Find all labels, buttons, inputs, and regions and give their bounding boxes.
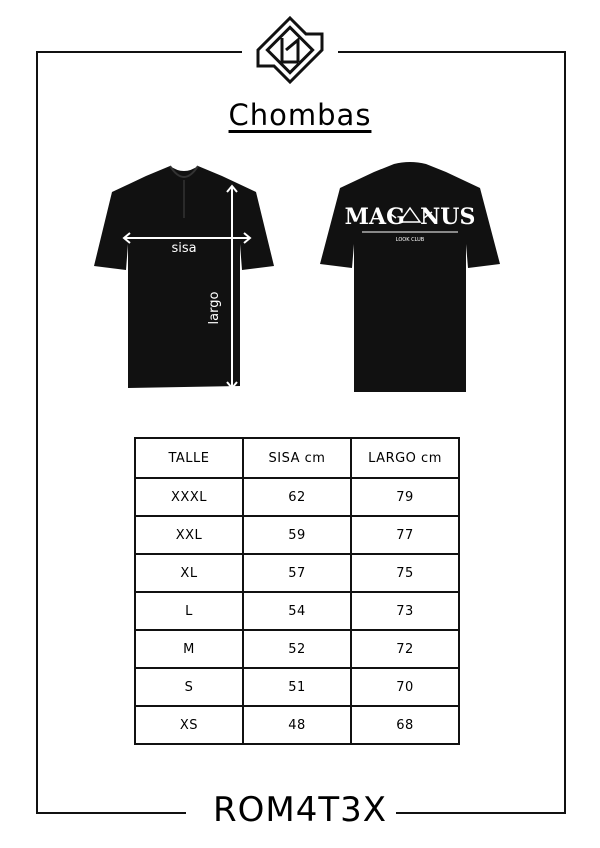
sisa-cell: 57 — [243, 554, 351, 592]
frame-top-left — [36, 51, 242, 53]
largo-cell: 79 — [351, 478, 459, 516]
sisa-label: sisa — [171, 241, 197, 256]
largo-cell: 70 — [351, 668, 459, 706]
size-cell: L — [135, 592, 243, 630]
column-header: LARGO cm — [351, 438, 459, 478]
size-cell: XS — [135, 706, 243, 744]
largo-cell: 77 — [351, 516, 459, 554]
back-print-sub: LOOK CLUB — [395, 237, 425, 243]
table-row — [135, 668, 459, 706]
table-row — [135, 592, 459, 630]
polo-front-diagram — [84, 158, 284, 398]
largo-cell: 75 — [351, 554, 459, 592]
frame-top-right — [338, 51, 566, 53]
brand-name: ROM4T3X — [212, 790, 388, 830]
column-header: SISA cm — [243, 438, 351, 478]
frame-left — [36, 51, 38, 814]
sisa-cell: 51 — [243, 668, 351, 706]
polo-back-body — [320, 162, 500, 392]
sisa-cell: 62 — [243, 478, 351, 516]
largo-cell: 73 — [351, 592, 459, 630]
table-row — [135, 478, 459, 516]
sisa-cell: 54 — [243, 592, 351, 630]
sisa-cell: 59 — [243, 516, 351, 554]
brand-logo-icon — [254, 14, 326, 86]
page-title: Chombas — [228, 98, 372, 132]
back-print-word: MAG NUS — [344, 204, 476, 230]
frame-right — [564, 51, 566, 814]
table-row — [135, 516, 459, 554]
table-row — [135, 706, 459, 744]
sisa-cell: 52 — [243, 630, 351, 668]
size-cell: XXL — [135, 516, 243, 554]
sisa-cell: 48 — [243, 706, 351, 744]
largo-label: largo — [207, 291, 222, 325]
size-cell: S — [135, 668, 243, 706]
largo-cell: 72 — [351, 630, 459, 668]
table-row — [135, 630, 459, 668]
table-header-row — [135, 438, 459, 478]
size-cell: M — [135, 630, 243, 668]
table-row — [135, 554, 459, 592]
column-header: TALLE — [135, 438, 243, 478]
largo-cell: 68 — [351, 706, 459, 744]
size-table — [134, 437, 460, 745]
polo-back-diagram — [310, 158, 510, 398]
size-cell: XXXL — [135, 478, 243, 516]
size-cell: XL — [135, 554, 243, 592]
